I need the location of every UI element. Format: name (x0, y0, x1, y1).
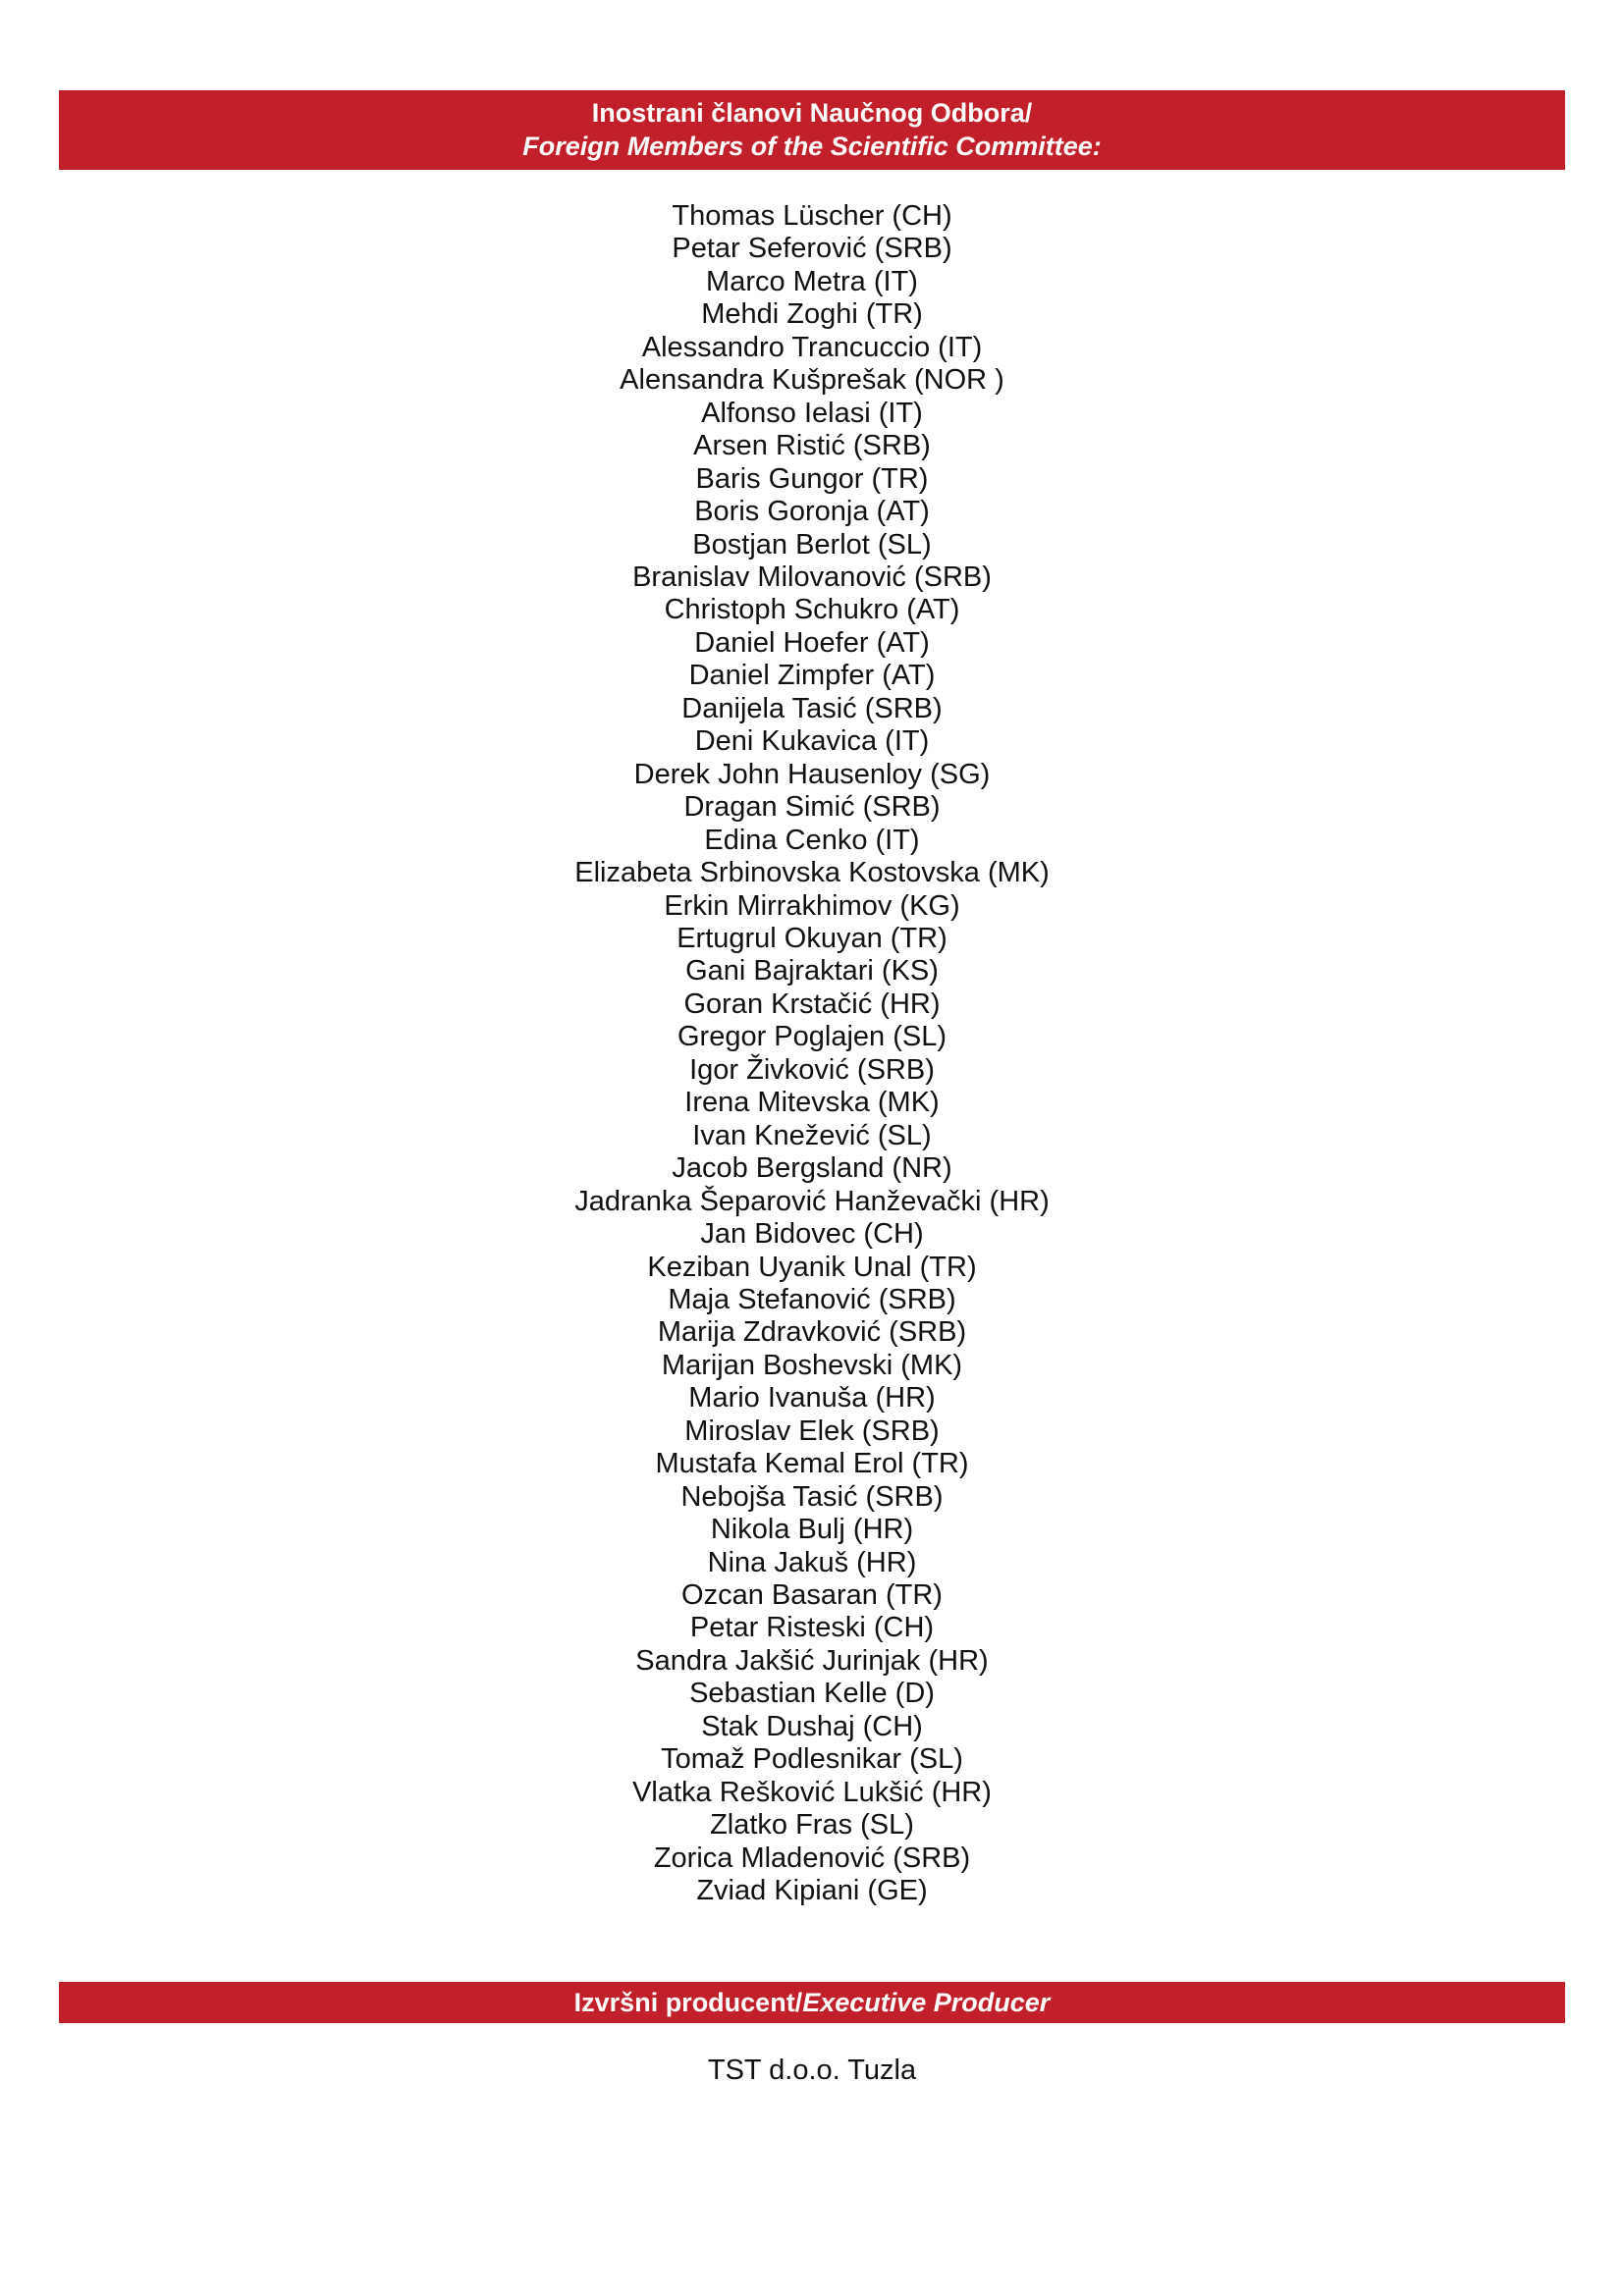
member-list-item: Gregor Poglajen (SL) (677, 1021, 947, 1053)
member-list-item: Alessandro Trancuccio (IT) (641, 331, 983, 363)
member-list-item: Marco Metra (IT) (706, 265, 918, 297)
member-list-item: Nebojša Tasić (SRB) (680, 1480, 944, 1513)
executive-producer-title-local: Izvršni producent/ (573, 1988, 803, 2017)
member-list-item: Sebastian Kelle (D) (689, 1678, 935, 1710)
member-list-item: Derek John Hausenloy (SG) (633, 758, 991, 790)
member-list-item: Vlatka Rešković Lukšić (HR) (632, 1776, 992, 1808)
member-list-item: Gani Bajraktari (KS) (685, 955, 939, 988)
member-list-item: Zorica Mladenović (SRB) (653, 1842, 971, 1874)
member-list-item: Mehdi Zoghi (TR) (701, 298, 923, 331)
member-list-item: Erkin Mirrakhimov (KG) (664, 889, 960, 922)
foreign-members-list (0, 200, 1624, 1908)
member-list-item: Petar Risteski (CH) (689, 1612, 935, 1644)
executive-producer-title-english: Executive Producer (802, 1988, 1051, 2017)
member-list-item: Petar Seferović (SRB) (672, 233, 952, 265)
member-list-item: Ertugrul Okuyan (TR) (677, 922, 947, 954)
member-list-item: Danijela Tasić (SRB) (681, 692, 943, 724)
member-list-item: Bostjan Berlot (SL) (692, 528, 932, 561)
member-list-item: Miroslav Elek (SRB) (684, 1415, 940, 1447)
member-list-item: Sandra Jakšić Jurinjak (HR) (635, 1644, 989, 1677)
member-list-item: Daniel Hoefer (AT) (694, 626, 930, 659)
member-list-item: Dragan Simić (SRB) (683, 791, 941, 824)
member-list-item: Zviad Kipiani (GE) (696, 1875, 928, 1907)
member-list-item: Marijan Boshevski (MK) (661, 1349, 963, 1381)
member-list-item: Mustafa Kemal Erol (TR) (655, 1448, 969, 1480)
foreign-members-banner (59, 90, 1565, 170)
executive-producer-banner (59, 1982, 1565, 2023)
member-list-item: Jan Bidovec (CH) (700, 1218, 924, 1251)
member-list-item: Nikola Bulj (HR) (710, 1514, 914, 1546)
member-list-item: Boris Goronja (AT) (694, 496, 930, 528)
member-list-item: Alensandra Kušprešak (NOR ) (620, 364, 1004, 397)
executive-producer-name: TST d.o.o. Tuzla (707, 2055, 917, 2086)
foreign-members-title-english: Foreign Members of the Scientific Committee: (522, 132, 1102, 161)
member-list-item: Christoph Schukro (AT) (664, 594, 960, 626)
member-list-item: Irena Mitevska (MK) (684, 1087, 940, 1119)
member-list-item: Daniel Zimpfer (AT) (688, 660, 936, 692)
member-list-item: Igor Živković (SRB) (689, 1053, 935, 1086)
member-list-item: Goran Krstačić (HR) (683, 988, 941, 1020)
member-list-item: Zlatko Fras (SL) (710, 1809, 914, 1842)
foreign-members-title-local: Inostrani članovi Naučnog Odbora/ (591, 98, 1033, 128)
member-list-item: Elizabeta Srbinovska Kostovska (MK) (574, 857, 1050, 889)
member-list-item: Mario Ivanuša (HR) (688, 1382, 936, 1415)
member-list-item: Jadranka Šeparović Hanževački (HR) (574, 1185, 1050, 1217)
member-list-item: Keziban Uyanik Unal (TR) (647, 1251, 977, 1283)
member-list-item: Edina Cenko (IT) (704, 824, 920, 856)
member-list-item: Marija Zdravković (SRB) (657, 1316, 967, 1349)
member-list-item: Alfonso Ielasi (IT) (701, 397, 923, 429)
member-list-item: Baris Gungor (TR) (695, 462, 929, 495)
member-list-item: Branislav Milovanović (SRB) (632, 561, 992, 593)
member-list-item: Nina Jakuš (HR) (707, 1546, 917, 1578)
member-list-item: Maja Stefanović (SRB) (668, 1283, 956, 1315)
member-list-item: Ivan Knežević (SL) (692, 1119, 932, 1151)
member-list-item: Ozcan Basaran (TR) (681, 1579, 943, 1612)
member-list-item: Stak Dushaj (CH) (701, 1710, 923, 1742)
member-list-item: Tomaž Podlesnikar (SL) (661, 1743, 963, 1776)
member-list-item: Jacob Bergsland (NR) (672, 1152, 952, 1185)
member-list-item: Deni Kukavica (IT) (694, 725, 930, 758)
member-list-item: Thomas Lüscher (CH) (672, 200, 952, 232)
member-list-item: Arsen Ristić (SRB) (693, 430, 931, 462)
